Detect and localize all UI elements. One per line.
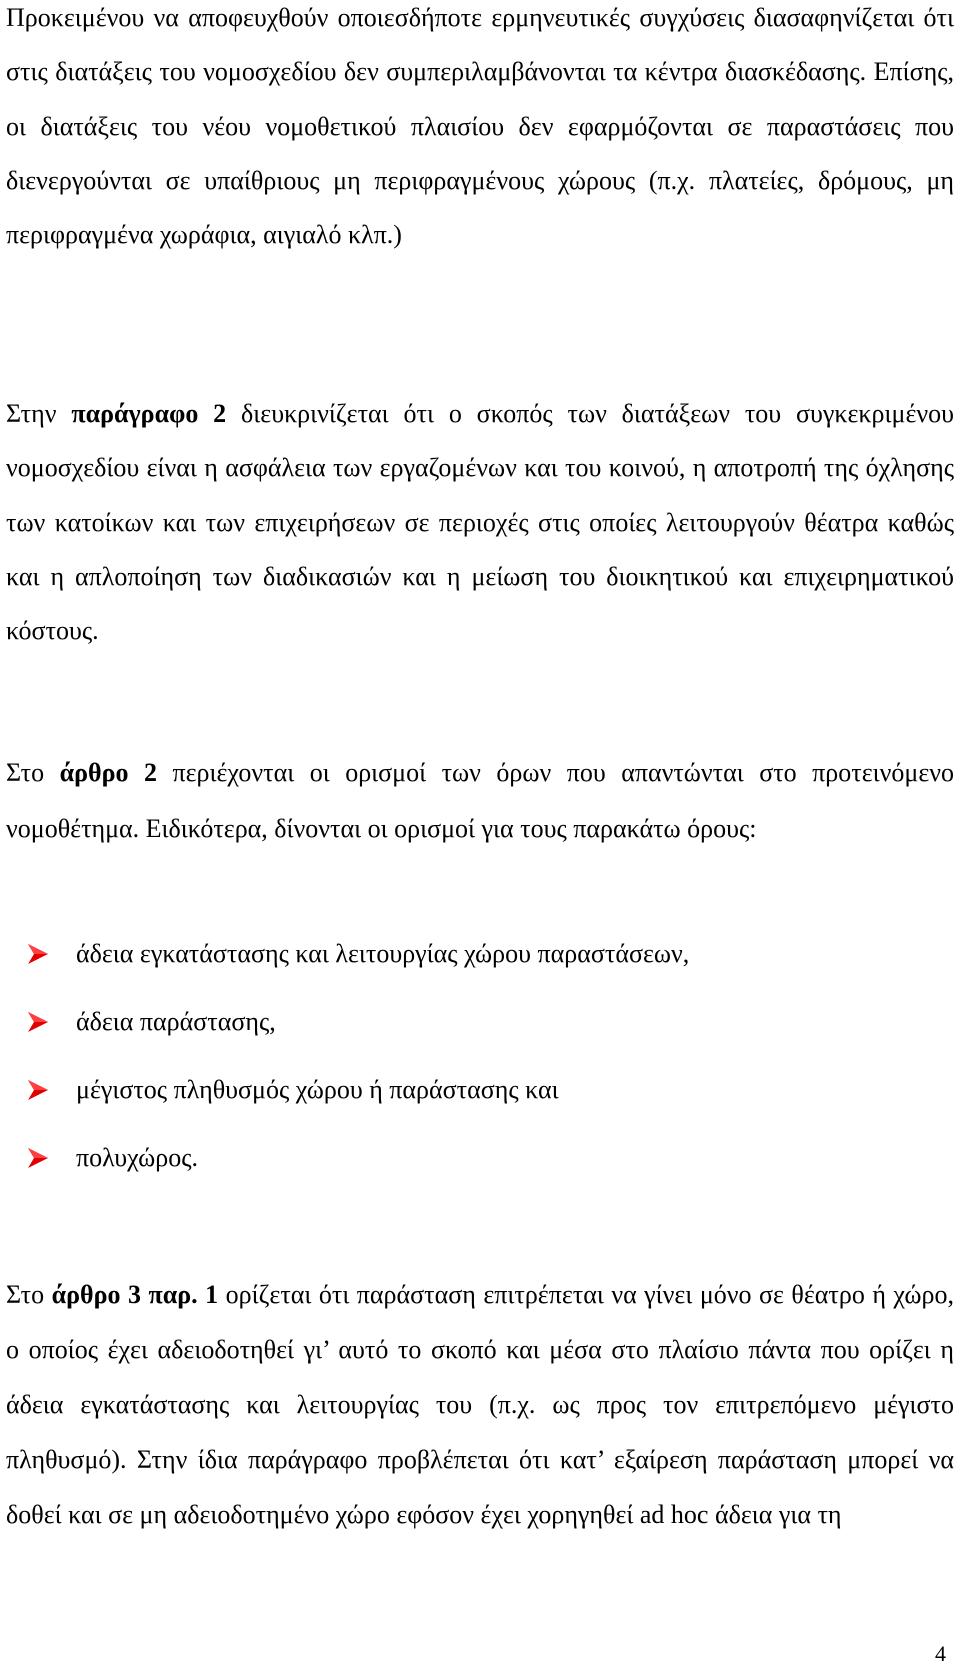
paragraph-text-post: περιέχονται οι ορισμοί των όρων που απαντώνται στο προτεινόμενο νομοθέτημα. Ειδικότερα, δίνονται οι ορισμοί για τους παρακάτω όρους: xyxy=(6,758,954,843)
paragraph-text-post: διευκρινίζεται ότι ο σκοπός των διατάξεων του συγκεκριμένου νομοσχεδίου είναι η ασφάλεια των εργαζομένων και του κοινού, η αποτροπή της όχλησης των κατοίκων και των επιχειρήσεων σε περιοχές στις οποίες λειτουργούν θέατρα καθώς και η απλοποίηση των διαδικασιών και η μείωση του διοικητικού και επιχειρηματικού κόστους. xyxy=(6,399,954,646)
paragraph-text-pre: Στο xyxy=(6,758,60,787)
paragraph-text-post: ορίζεται ότι παράσταση επιτρέπεται να γίνει μόνο σε θέατρο ή χώρο, ο οποίος έχει αδειοδοτηθεί γι’ αυτό το σκοπό και μέσα στο πλαίσιο πάντα που ορίζει η άδεια εγκατάστασης και λειτουργίας του (π.χ. ως προς τον επιτρεπόμενο μέγιστο πληθυσμό). Στην ίδια παράγραφο προβλέπεται ότι κατ’ εξαίρεση παράσταση μπορεί να δοθεί και σε μη αδειοδοτημένο χώρο εφόσον έχει χορηγηθεί ad hoc άδεια για τη xyxy=(6,1280,954,1529)
list-item-label: άδεια παράστασης, xyxy=(76,1006,276,1036)
paragraph-text: Προκειμένου να αποφευχθούν οποιεσδήποτε ερμηνευτικές συγχύσεις διασαφηνίζεται ότι στις διατάξεις του νομοσχεδίου δεν συμπεριλαμβάνονται τα κέντρα διασκέδασης. Επίσης, οι διατάξεις του νέου νομοθετικού πλαισίου δεν εφαρμόζονται σε παραστάσεις που διενεργούνται σε υπαίθριους μη περιφραγμένους χώρους (π.χ. πλατείες, δρόμους, μη περιφραγμένα χωράφια, αιγιαλό κλπ.) xyxy=(6,3,954,250)
paragraph-entertainment-exclusion xyxy=(6,0,954,262)
red-arrowhead-bullet-icon xyxy=(26,942,76,966)
bold-reference: άρθρο 3 παρ. xyxy=(51,1280,198,1309)
bold-reference-number: 1 xyxy=(205,1280,219,1309)
list-item xyxy=(26,1124,689,1192)
page-number: 4 xyxy=(935,1641,946,1666)
paragraph-purpose xyxy=(6,387,954,658)
paragraph-definitions xyxy=(6,745,954,856)
paragraph-text-pre: Στο xyxy=(6,1280,52,1309)
paragraph-article-3 xyxy=(6,1267,954,1542)
list-item xyxy=(26,1056,689,1124)
bold-reference: άρθρο 2 xyxy=(59,758,158,787)
list-item-label: πολυχώρος. xyxy=(76,1142,198,1172)
list-item xyxy=(26,988,689,1056)
list-item-label: άδεια εγκατάστασης και λειτουργίας χώρου παραστάσεων, xyxy=(76,938,690,968)
red-arrowhead-bullet-icon xyxy=(26,1010,76,1034)
list-item-label: μέγιστος πληθυσμός χώρου ή παράστασης και xyxy=(76,1074,559,1104)
list-item xyxy=(26,920,689,988)
red-arrowhead-bullet-icon xyxy=(26,1146,76,1170)
red-arrowhead-bullet-icon xyxy=(26,1078,76,1102)
paragraph-text-pre: Στην xyxy=(6,399,72,428)
bold-reference: παράγραφο 2 xyxy=(71,399,227,428)
definitions-list xyxy=(26,920,689,1192)
